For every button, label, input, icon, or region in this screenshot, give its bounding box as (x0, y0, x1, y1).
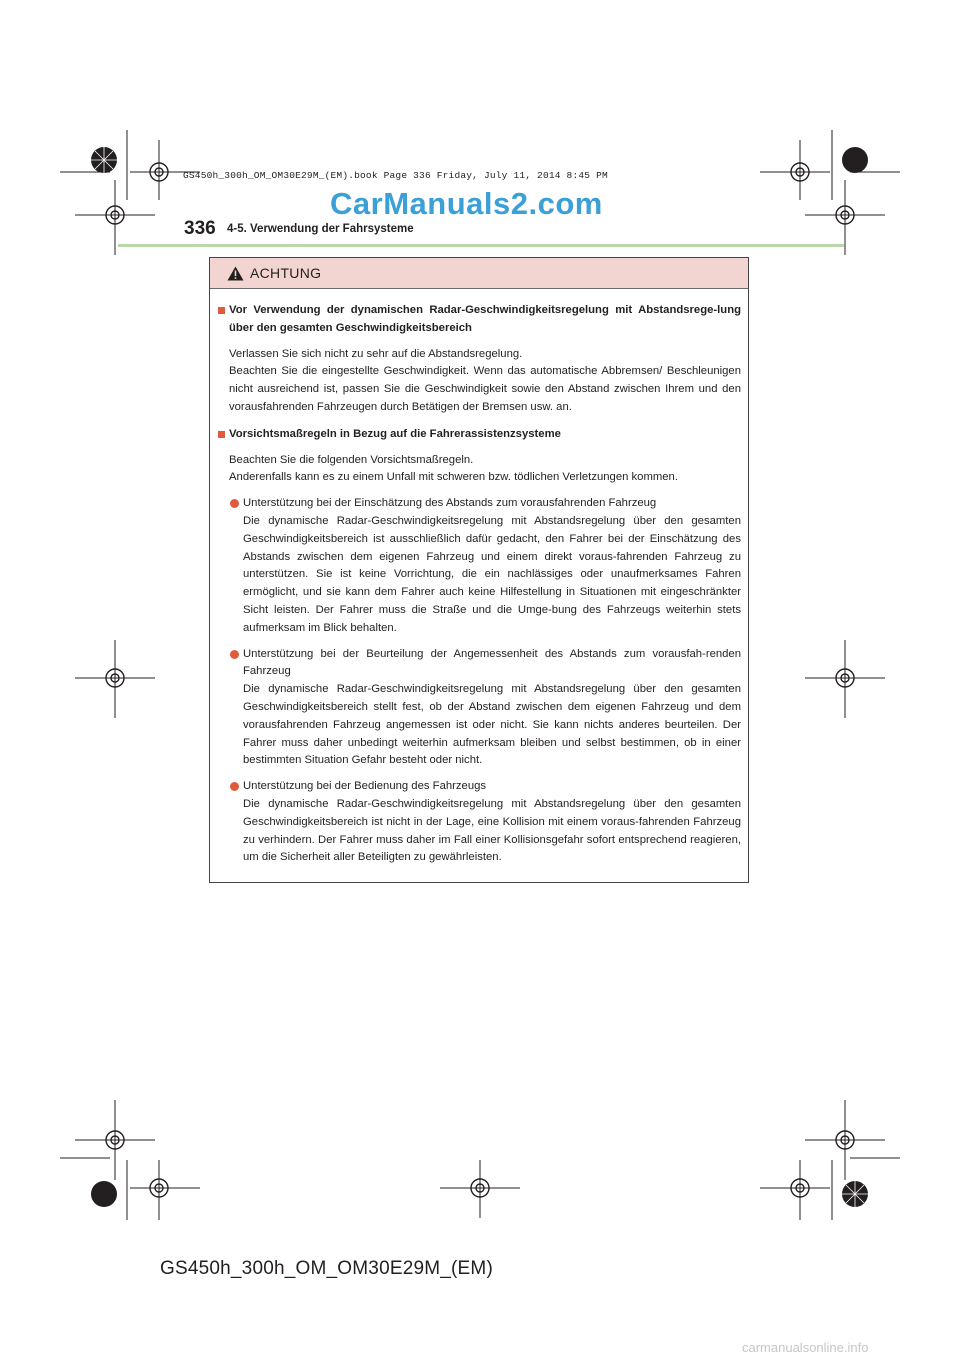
page-number: 336 (184, 218, 216, 239)
square-bullet-icon (218, 431, 225, 438)
paragraph: Beachten Sie die folgenden Vorsichtsmaßregeln. Anderenfalls kann es zu einem Unfall mit schweren bzw. tödlichen Verletzungen kommen. (229, 453, 678, 484)
warning-body (210, 289, 748, 867)
round-bullet-icon (230, 650, 239, 659)
section-heading: Vor Verwendung der dynamischen Radar-Geschwindigkeitsregelung mit Abstandsrege-lung über den gesamten Geschwindigkeitsbereich (218, 302, 741, 338)
warning-header (210, 258, 748, 289)
list-item: Unterstützung bei der Bedienung des Fahrzeugs Die dynamische Radar-Geschwindigkeitsregelung mit Abstandsregelung über den gesamten Geschwindigkeitsbereich ist nicht in der Lage, eine Kollision mit einem voraus-fahrenden Fahrzeug zu verhindern. Der Fahrer muss daher im Fall einer Kollisionsgefahr sofort entsprechend reagieren, um die Sicherheit aller Beteiligten zu gewährleisten. (218, 778, 741, 867)
section-heading: Vorsichtsmaßregeln in Bezug auf die Fahrerassistenzsysteme (218, 426, 741, 444)
paragraph: Verlassen Sie sich nicht zu sehr auf die Abstandsregelung. Beachten Sie die eingestellte Geschwindigkeit. Wenn das automatische Abbremsen/ Beschleunigen nicht ausreichend ist, passen Sie die Geschwindigkeit sowie den Abstand zwischen Ihrem und den vorausfahrenden Fahrzeugen durch Betätigen der Bremsen usw. an. (229, 347, 741, 413)
section-title: 4-5. Verwendung der Fahrsysteme (227, 223, 414, 235)
warning-title: ACHTUNG (250, 265, 322, 281)
warning-triangle-icon (227, 266, 244, 281)
round-bullet-icon (230, 499, 239, 508)
round-bullet-icon (230, 782, 239, 791)
watermark-top: CarManuals2.com (330, 186, 603, 221)
list-item: Unterstützung bei der Einschätzung des Abstands zum vorausfahrenden Fahrzeug Die dynamische Radar-Geschwindigkeitsregelung mit Abstandsregelung über den gesamten Geschwindigkeitsbereich ist ausschließlich dafür gedacht, den Fahrer bei der Einschätzung des Abstands zwischen dem eigenen Fahrzeug und einem direkt voraus-fahrenden Fahrzeug zu unterstützen. Sie ist keine Vorrichtung, die ein nachlässiges oder unaufmerksames Fahren ermöglicht, und sie kann dem Fahrer auch keine Hilfestellung in Situationen mit eingeschränkter Sicht leisten. Der Fahrer muss die Straße und die Umge-bung des Fahrzeugs weiterhin stets aufmerksam im Blick behalten. (218, 495, 741, 637)
warning-box (209, 257, 749, 883)
list-item: Unterstützung bei der Beurteilung der Angemessenheit des Abstands zum vorausfah-renden Fahrzeug Die dynamische Radar-Geschwindigkeitsregelung mit Abstandsregelung über den gesamten Geschwindigkeitsbereich stellt fest, ob der Abstand zwischen dem eigenen Fahrzeug und dem vorausfahrenden Fahrzeug angemessen ist oder nicht. Sie kann nichts anderes beurteilen. Der Fahrer muss daher unbedingt weiterhin aufmerksam bleiben und selbst bestimmen, ob in einer bestimmten Situation Gefahr besteht oder nicht. (218, 646, 741, 771)
header-rule (118, 244, 844, 247)
printer-info-line: GS450h_300h_OM_OM30E29M_(EM).book Page 336 Friday, July 11, 2014 8:45 PM (183, 170, 608, 181)
square-bullet-icon (218, 307, 225, 314)
document-code-footer: GS450h_300h_OM_OM30E29M_(EM) (160, 1258, 493, 1279)
watermark-bottom: carmanualsonline.info (742, 1340, 869, 1355)
